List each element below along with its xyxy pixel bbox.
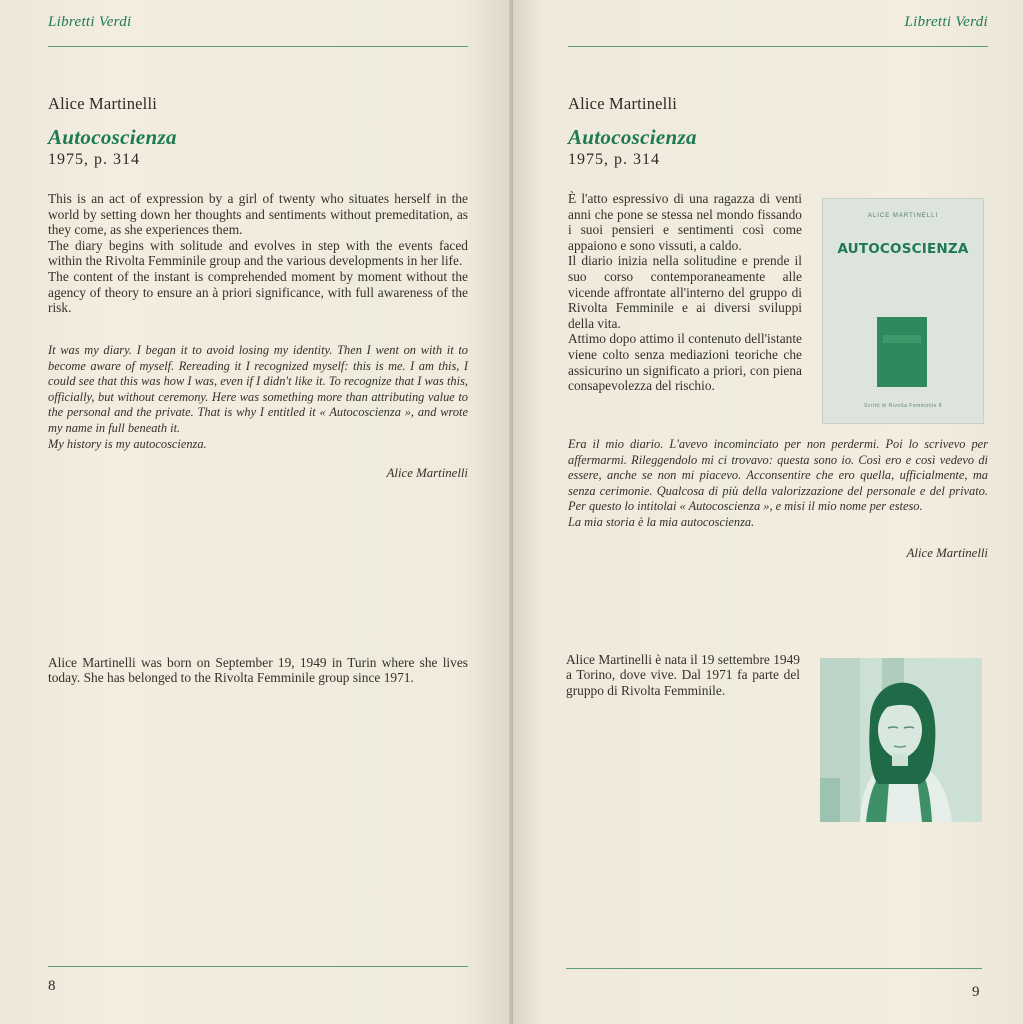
author-bio: Alice Martinelli è nata il 19 settembre 1949 a Torino, dove vive. Dal 1971 fa parte del gruppo di Rivolta Femminile. bbox=[566, 652, 800, 698]
header-rule bbox=[48, 46, 468, 47]
quote-paragraph: Era il mio diario. L'avevo incominciato per non perdermi. Poi lo scrivevo per affermarmi. Rileggendolo mi ci trovavo: questa sono io. Così ero e così vedevo di essere, anche se non mi piacevo. Acconsentire che ero quella, ufficialmente, ma senza cerimonie. Qualcosa di più della valorizzazione del personale e del privato. Per questo lo intitolai « Autocoscienza », e misi il mio nome per esteso. bbox=[568, 437, 988, 514]
description bbox=[48, 191, 468, 316]
publication-info: 1975, p. 314 bbox=[48, 151, 140, 168]
description-paragraph: The diary begins with solitude and evolves in step with the events faced within the Rivolta Femminile group and the various developments in her life. bbox=[48, 237, 468, 269]
author-bio: Alice Martinelli was born on September 19, 1949 in Turin where she lives today. She has belonged to the Rivolta Femminile group since 1971. bbox=[48, 655, 468, 686]
cover-author: ALICE MARTINELLI bbox=[867, 213, 939, 219]
running-head: Libretti Verdi bbox=[48, 14, 132, 30]
quote-closing-line: My history is my autocoscienza. bbox=[48, 436, 207, 451]
footer-rule bbox=[48, 966, 468, 967]
signature: Alice Martinelli bbox=[906, 546, 988, 560]
author-portrait-image bbox=[820, 658, 982, 822]
author-name: Alice Martinelli bbox=[48, 94, 158, 113]
author-name: Alice Martinelli bbox=[568, 94, 678, 113]
header-rule bbox=[568, 46, 988, 47]
cover-title: AUTOCOSCIENZA bbox=[837, 241, 969, 257]
page-number: 8 bbox=[48, 978, 56, 994]
author-quote bbox=[48, 343, 468, 452]
author-quote bbox=[568, 437, 988, 531]
description-paragraph: This is an act of expression by a girl of twenty who situates herself in the world by setting down her thoughts and sentiments without premeditation, as they come, as she experiences them. bbox=[48, 191, 468, 238]
footer-rule bbox=[566, 968, 982, 969]
running-head: Libretti Verdi bbox=[904, 14, 988, 30]
author-photo bbox=[820, 658, 982, 822]
cover-block-detail bbox=[883, 335, 921, 343]
cover-publisher: Scritti di Rivolta Femminile 8 bbox=[863, 403, 943, 409]
book-title: Autocoscienza bbox=[48, 125, 177, 149]
description-paragraph: Attimo dopo attimo il contenuto dell'istante viene colto senza mediazioni teoriche che assicurino un significato a priori, con piena consapevolezza del rischio. bbox=[568, 331, 802, 394]
page-number: 9 bbox=[972, 984, 980, 1000]
description bbox=[568, 191, 802, 394]
description-paragraph: È l'atto espressivo di una ragazza di venti anni che pone se stessa nel mondo fissando i suoi pensieri e sentimenti così come appaiono e sono vissuti, a caldo. bbox=[568, 191, 802, 253]
publication-info: 1975, p. 314 bbox=[568, 151, 660, 168]
book-title: Autocoscienza bbox=[568, 125, 697, 149]
book-cover-image bbox=[822, 198, 984, 424]
description-paragraph: Il diario inizia nella solitudine e prende il suo corso contemporaneamente alle vicende affrontate all'interno del gruppo di Rivolta Femminile e ai diversi sviluppi della vita. bbox=[568, 253, 802, 331]
description-paragraph: The content of the instant is comprehended moment by moment without the agency of theory to ensure an à priori significance, with full awareness of the risk. bbox=[48, 268, 468, 316]
quote-paragraph: It was my diary. I began it to avoid losing my identity. Then I went on with it to become aware of myself. Rereading it I recognized myself: this is me. I am this, I could see that this was how I was, even if I didn't like it. To recognize that I was this, officially, but without ceremony. Here was something more than attributing value to the personal and the private. That is why I entitled it « Autocoscienza », and wrote my name in full beneath it. bbox=[48, 343, 468, 435]
signature: Alice Martinelli bbox=[386, 466, 468, 480]
quote-closing-line: La mia storia è la mia autocoscienza. bbox=[568, 514, 755, 529]
cover-green-block bbox=[877, 317, 927, 387]
